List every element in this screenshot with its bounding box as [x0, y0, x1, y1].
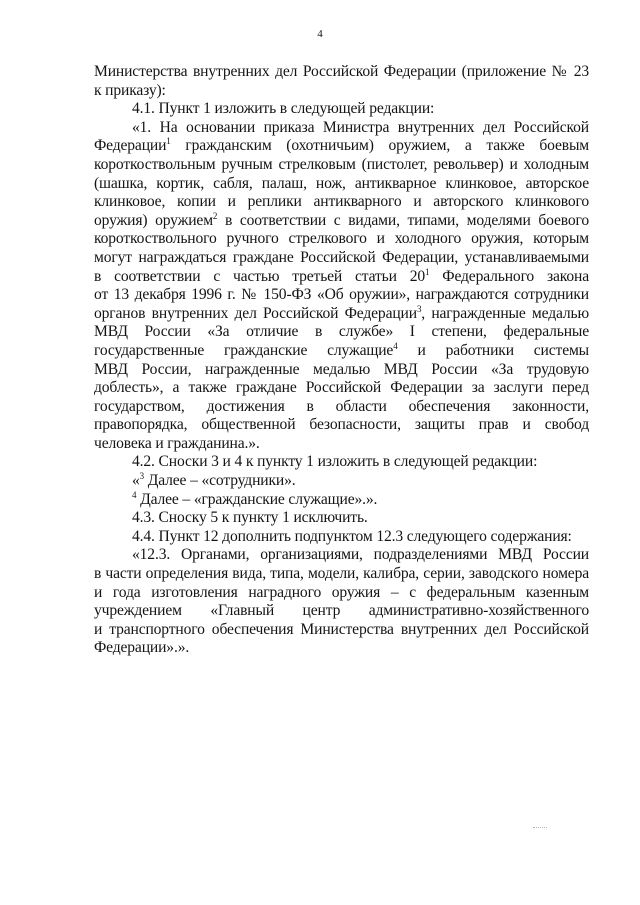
- text-line-27: [94, 546, 589, 565]
- text-line-25: [94, 509, 589, 528]
- line-text: клинковое, копии и реплики антикварного и авторского клинкового: [94, 193, 589, 211]
- line-text: и транспортного обеспечения Министерства внутренних дел Российской: [94, 620, 589, 638]
- line-text: и года изготовления наградного оружия – с федеральным казенным: [94, 583, 589, 601]
- page-number: 4: [317, 28, 323, 40]
- text-line-8: [94, 193, 589, 212]
- text-line-3: [94, 100, 589, 119]
- footnote-ref: 2: [212, 210, 218, 221]
- text-line-6: [94, 156, 589, 175]
- line-text: 4.3. Сноску 5 к пункту 1 исключить.: [132, 509, 368, 527]
- line-text: в соответствии с частью третьей статьи 20: [94, 267, 426, 285]
- text-line-15: [94, 323, 589, 342]
- text-line-26: [94, 528, 589, 547]
- line-text: от 13 декабря 1996 г. № 150-ФЗ «Об оружии», награждаются сотрудники: [94, 286, 589, 304]
- line-text: гражданским (охотничьим) оружием, а также боевым: [170, 137, 589, 155]
- footnote-ref: 4: [132, 489, 137, 500]
- text-line-14: [94, 305, 589, 324]
- line-text: в части определения вида, типа, модели, калибра, серии, заводского номера: [94, 565, 589, 583]
- footnote-ref: 1: [166, 136, 171, 147]
- text-line-2: [94, 82, 589, 101]
- text-line-30: [94, 602, 589, 621]
- line-text: «1. На основании приказа Министра внутренних дел Российской: [132, 118, 589, 136]
- footnote-ref: 3: [139, 471, 145, 482]
- line-text: и работники системы: [397, 341, 590, 359]
- line-text: оружия) оружием: [94, 211, 213, 229]
- footnote-ref: 3: [416, 303, 422, 314]
- text-line-12: [94, 268, 589, 287]
- line-text: человека и гражданина.».: [94, 434, 260, 452]
- line-text: 4.4. Пункт 12 дополнить подпунктом 12.3 следующего содержания:: [132, 527, 572, 545]
- text-line-18: [94, 379, 589, 398]
- line-text: 4.2. Сноски 3 и 4 к пункту 1 изложить в следующей редакции:: [132, 453, 538, 471]
- line-text: 4.1. Пункт 1 изложить в следующей редакции:: [132, 100, 435, 118]
- line-text: Федерации».».: [94, 639, 190, 657]
- line-text: «12.3. Органами, организациями, подразделениями МВД России: [132, 546, 589, 564]
- text-line-13: [94, 286, 589, 305]
- text-line-23: [94, 472, 589, 491]
- line-text: государственные гражданские служащие: [94, 341, 394, 359]
- line-text: Далее – «сотрудники».: [144, 472, 296, 490]
- footnote-ref: 4: [393, 340, 398, 351]
- text-line-4: [94, 119, 589, 138]
- line-text: к приказу):: [94, 81, 166, 99]
- line-text: МВД России, награжденные медалью МВД России «За трудовую: [94, 360, 589, 378]
- line-text: Федерального закона: [429, 267, 590, 285]
- text-line-1: [94, 63, 589, 82]
- text-line-31: [94, 621, 589, 640]
- text-line-29: [94, 584, 589, 603]
- line-text: доблесть», а также граждане Российской Федерации за заслуги перед: [94, 379, 589, 397]
- text-line-11: [94, 249, 589, 268]
- line-text: в соответствии с видами, типами, моделями боевого: [217, 211, 589, 229]
- text-line-7: [94, 175, 589, 194]
- line-text: МВД России «За отличие в службе» I степени, федеральные: [94, 323, 589, 341]
- line-text: , награжденные медалью: [421, 304, 589, 322]
- line-text: Федерации: [94, 137, 167, 155]
- line-text: правопорядка, общественной безопасности, защиты прав и свобод: [94, 416, 589, 434]
- document-body: [94, 63, 589, 658]
- text-line-5: [94, 137, 589, 156]
- text-line-24: [94, 491, 589, 510]
- text-line-17: [94, 361, 589, 380]
- footnote-ref: 1: [425, 266, 430, 277]
- text-line-21: [94, 435, 589, 454]
- line-text: (шашка, кортик, сабля, палаш, нож, антикварное клинковое, авторское: [94, 174, 589, 192]
- text-line-28: [94, 565, 589, 584]
- text-line-32: [94, 639, 589, 658]
- scan-artifact: [533, 827, 547, 829]
- text-line-10: [94, 230, 589, 249]
- text-line-20: [94, 416, 589, 435]
- line-text: короткоствольным ручным стрелковым (пистолет, револьвер) и холодным: [94, 155, 589, 173]
- line-text: Министерства внутренних дел Российской Федерации (приложение № 23: [94, 63, 589, 80]
- line-text: короткоствольного ручного стрелкового и холодного оружия, которым: [94, 230, 589, 248]
- line-text: государством, достижения в области обеспечения законности,: [94, 397, 589, 415]
- text-line-22: [94, 453, 589, 472]
- line-text: органов внутренних дел Российской Федерации: [94, 304, 417, 322]
- text-line-16: [94, 342, 589, 361]
- text-line-19: [94, 398, 589, 417]
- line-text: учреждением «Главный центр административно-хозяйственного: [94, 602, 589, 620]
- text-line-9: [94, 212, 589, 231]
- line-text: Далее – «гражданские служащие».».: [136, 490, 378, 508]
- line-text: «: [132, 472, 140, 490]
- line-text: могут награждаться граждане Российской Федерации, устанавливаемыми: [94, 248, 589, 266]
